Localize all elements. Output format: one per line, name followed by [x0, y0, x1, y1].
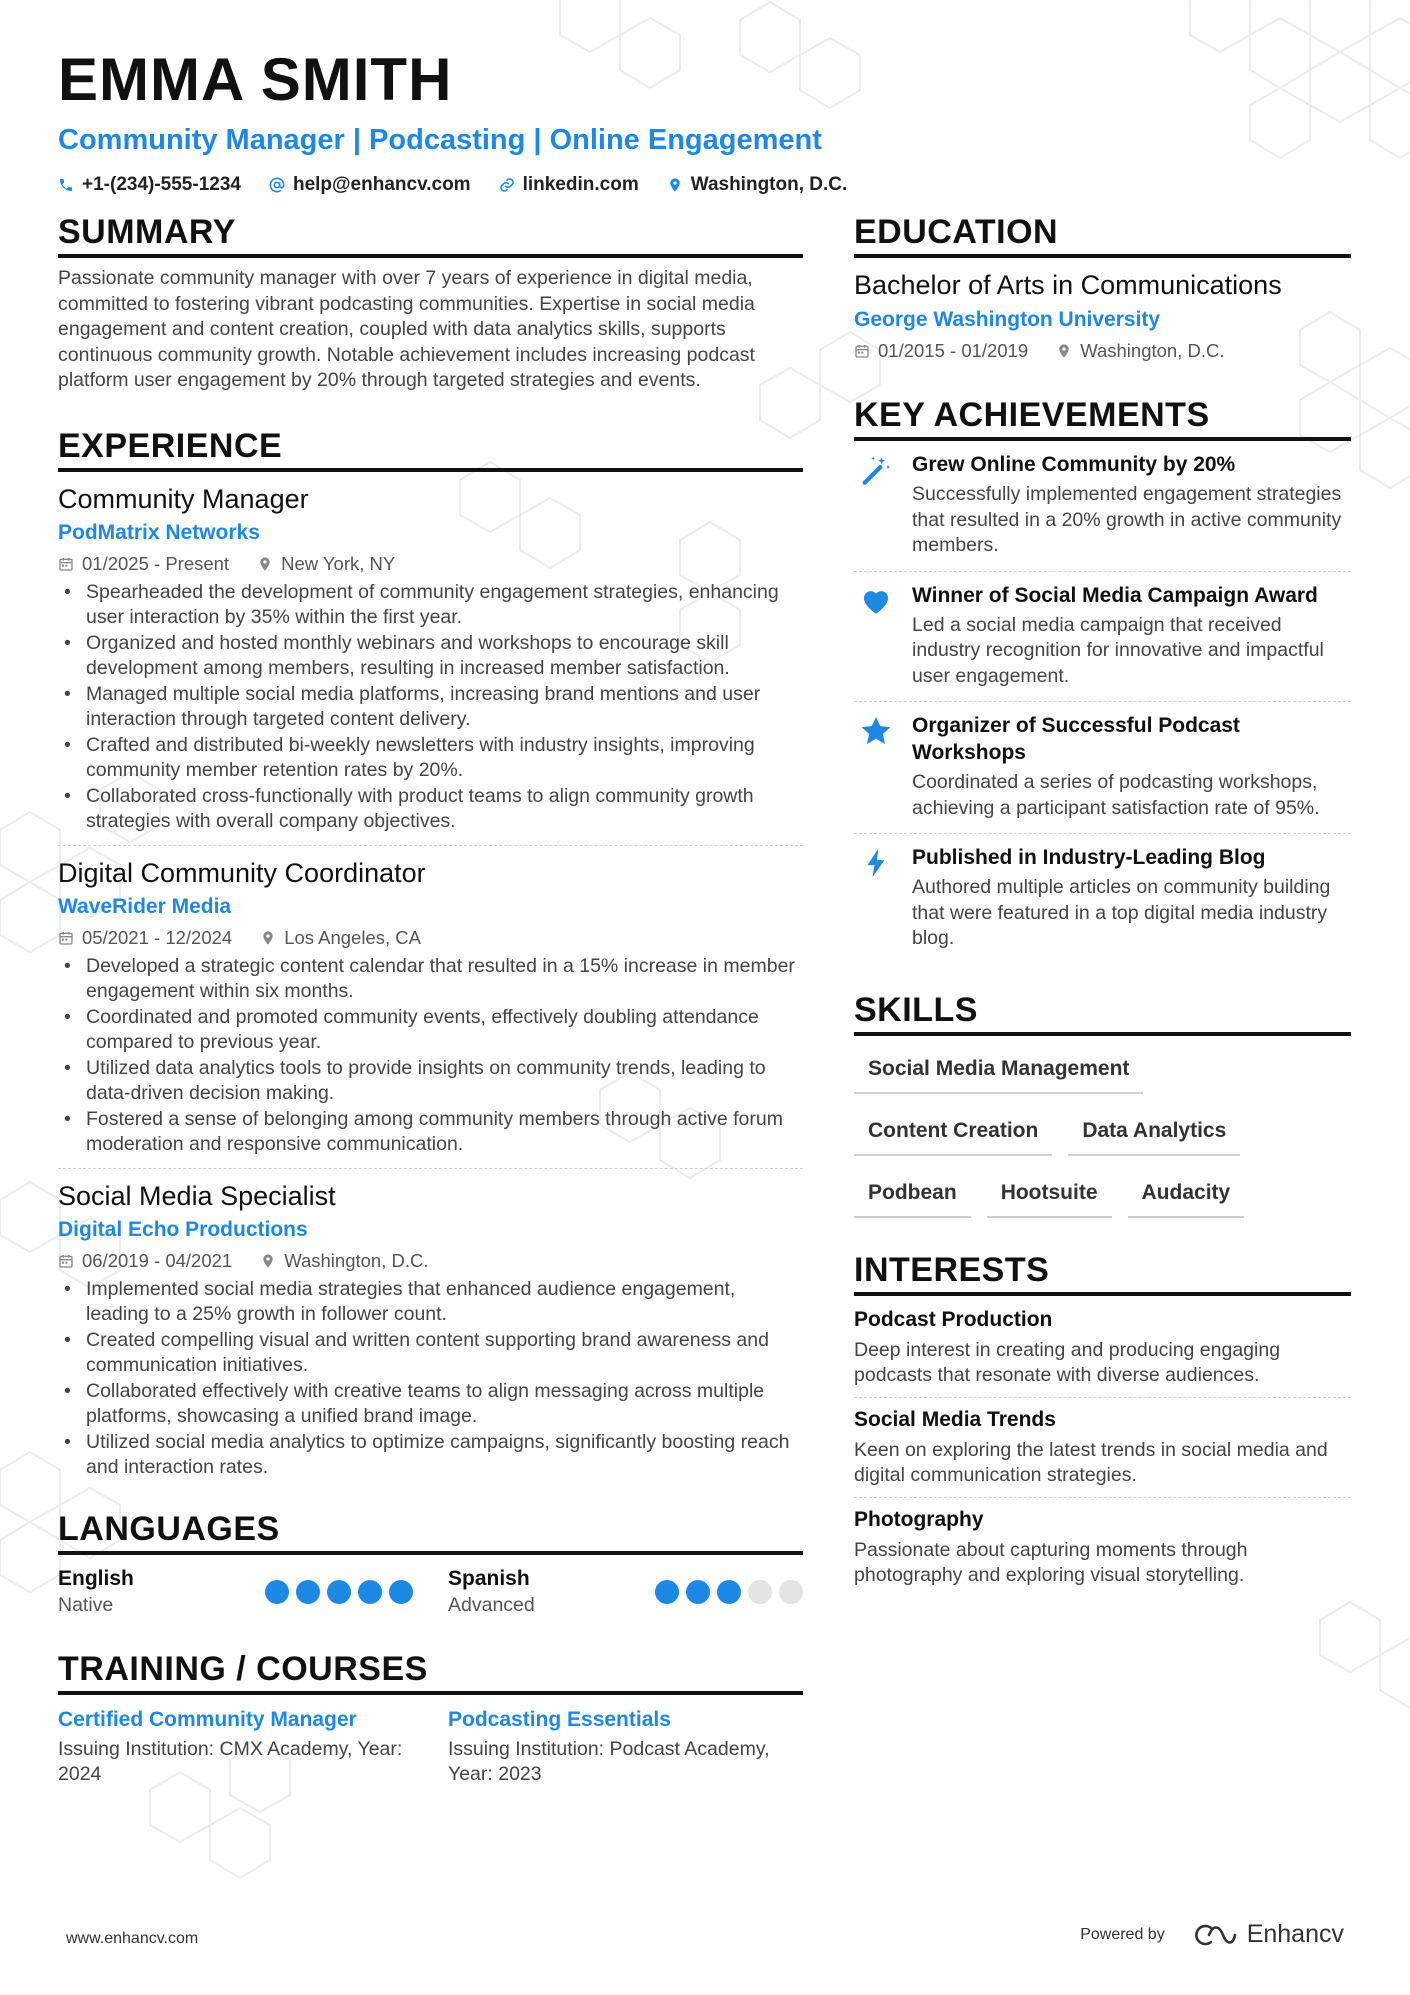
brand-name: Enhancv — [1246, 1920, 1344, 1948]
languages-section — [58, 1509, 803, 1619]
interests-heading: INTERESTS — [854, 1250, 1351, 1296]
candidate-name: EMMA SMITH — [58, 46, 453, 113]
location-pin-icon — [260, 930, 276, 946]
job-meta — [58, 550, 803, 578]
list-item: • Managed multiple social media platforms, increasing brand mentions and user interaction through targeted content delivery. — [58, 682, 803, 733]
footer-website[interactable]: www.enhancv.com — [66, 1930, 199, 1947]
job-title: Community Manager — [58, 483, 309, 514]
job-dates: 05/2021 - 12/2024 — [82, 926, 233, 948]
phone-icon — [58, 177, 74, 193]
skill-tag: Social Media Management — [854, 1050, 1143, 1094]
list-item: • Collaborated cross-functionally with product teams to align community growth strategies with overall company objectives. — [58, 784, 803, 835]
skills-heading: SKILLS — [854, 990, 1351, 1036]
summary-text: Passionate community manager with over 7 years of experience in digital media, committed to fostering vibrant podcasting communities. Expertise in social media engagement and content creation, coupled with data analytics skills, supports continuous community growth. Notable achievement includes increasing podcast platform user engagement by 20% through targeted strategies and events. — [58, 267, 755, 391]
language-item — [58, 1565, 413, 1619]
job-entry — [58, 482, 803, 846]
achievements-heading: KEY ACHIEVEMENTS — [854, 395, 1351, 441]
course-desc: Issuing Institution: CMX Academy, Year: 2024 — [58, 1737, 403, 1785]
rating-dot-filled — [686, 1580, 710, 1604]
achievement-title: Grew Online Community by 20% — [912, 453, 1236, 476]
job-bullets — [58, 954, 803, 1158]
job-dates: 01/2025 - Present — [82, 552, 230, 574]
left-column — [58, 212, 803, 1788]
rating-dot-filled — [655, 1580, 679, 1604]
interest-title: Social Media Trends — [854, 1407, 1056, 1431]
rating-dot-filled — [296, 1580, 320, 1604]
education-dates: 01/2015 - 01/2019 — [878, 340, 1029, 361]
achievement-item — [854, 834, 1351, 964]
skill-tag: Data Analytics — [1068, 1112, 1240, 1156]
email-text: help@enhancv.com — [292, 174, 471, 195]
location-pin-icon — [257, 556, 273, 572]
list-item: • Utilized social media analytics to optimize campaigns, significantly boosting reach and interaction rates. — [58, 1430, 803, 1481]
job-meta — [58, 924, 803, 952]
lightning-icon — [859, 846, 893, 880]
rating-dot-filled — [389, 1580, 413, 1604]
experience-heading: EXPERIENCE — [58, 426, 803, 472]
rating-dot-filled — [358, 1580, 382, 1604]
list-item: • Created compelling visual and written content supporting brand awareness and communication initiatives. — [58, 1328, 803, 1379]
contact-phone[interactable] — [58, 174, 241, 196]
job-entry — [58, 856, 803, 1169]
list-item: • Fostered a sense of belonging among community members through active forum moderation and responsive communication. — [58, 1107, 803, 1158]
job-bullets — [58, 1277, 803, 1481]
location-text: Washington, D.C. — [690, 174, 848, 195]
achievement-desc: Coordinated a series of podcasting workshops, achieving a participant satisfaction rate of 95%. — [912, 771, 1320, 819]
achievement-desc: Successfully implemented engagement strategies that resulted in a 20% growth in active community members. — [912, 483, 1342, 556]
language-item — [448, 1565, 803, 1619]
resume-header — [58, 44, 1058, 196]
link-icon — [499, 177, 515, 193]
job-location: Washington, D.C. — [284, 1249, 429, 1271]
skill-tag: Hootsuite — [987, 1174, 1112, 1218]
course-title: Certified Community Manager — [58, 1707, 357, 1731]
language-rating — [655, 1580, 803, 1604]
languages-heading: LANGUAGES — [58, 1509, 803, 1555]
interest-desc: Passionate about capturing moments through photography and exploring visual storytelling. — [854, 1538, 1248, 1586]
achievement-item — [854, 702, 1351, 834]
job-meta — [58, 1247, 803, 1275]
location-pin-icon — [260, 1253, 276, 1269]
contact-info — [58, 174, 1058, 196]
course-item — [448, 1705, 803, 1788]
contact-linkedin[interactable] — [499, 174, 639, 196]
interests-section — [854, 1250, 1351, 1597]
achievement-item — [854, 441, 1351, 572]
heart-icon — [859, 584, 893, 618]
rating-dot-empty — [779, 1580, 803, 1604]
rating-dot-empty — [748, 1580, 772, 1604]
job-entry — [58, 1179, 803, 1491]
job-title: Social Media Specialist — [58, 1180, 336, 1211]
education-meta — [854, 337, 1351, 365]
school-name: George Washington University — [854, 308, 1161, 331]
degree: Bachelor of Arts in Communications — [854, 270, 1282, 300]
experience-section — [58, 426, 803, 1491]
list-item: • Developed a strategic content calendar that resulted in a 15% increase in member engagement within six months. — [58, 954, 803, 1005]
contact-location — [667, 174, 848, 196]
language-rating — [265, 1580, 413, 1604]
job-title: Digital Community Coordinator — [58, 857, 426, 888]
education-heading: EDUCATION — [854, 212, 1351, 258]
enhancv-logo-icon — [1191, 1922, 1237, 1948]
location-pin-icon — [1056, 343, 1072, 359]
interest-item — [854, 1406, 1351, 1498]
education-location: Washington, D.C. — [1080, 340, 1225, 361]
job-location: Los Angeles, CA — [284, 926, 421, 948]
interest-item — [854, 1306, 1351, 1398]
skills-section — [854, 990, 1351, 1218]
candidate-tagline: Community Manager | Podcasting | Online Engagement — [58, 124, 822, 156]
job-location: New York, NY — [281, 552, 396, 574]
interest-desc: Deep interest in creating and producing engaging podcasts that resonate with diverse audiences. — [854, 1338, 1281, 1386]
training-section — [58, 1649, 803, 1788]
summary-section — [58, 212, 803, 394]
list-item: • Utilized data analytics tools to provide insights on community trends, leading to data-driven decision making. — [58, 1056, 803, 1107]
list-item: • Collaborated effectively with creative teams to align messaging across multiple platforms, showcasing a unified brand image. — [58, 1379, 803, 1430]
calendar-icon — [58, 930, 74, 946]
interest-title: Photography — [854, 1507, 984, 1531]
calendar-icon — [854, 343, 870, 359]
star-icon — [859, 714, 893, 748]
skill-tag: Content Creation — [854, 1112, 1052, 1156]
company-name: Digital Echo Productions — [58, 1217, 308, 1241]
achievements-section — [854, 395, 1351, 964]
list-item: • Spearheaded the development of community engagement strategies, enhancing user interaction by 35% within the first year. — [58, 580, 803, 631]
calendar-icon — [58, 556, 74, 572]
list-item: • Coordinated and promoted community events, effectively doubling attendance compared to previous year. — [58, 1005, 803, 1056]
education-section — [854, 212, 1351, 365]
job-dates: 06/2019 - 04/2021 — [82, 1249, 233, 1271]
powered-by-text: Powered by — [1080, 1925, 1165, 1943]
magic-wand-icon — [859, 453, 893, 487]
list-item: • Organized and hosted monthly webinars and workshops to encourage skill development among members, resulting in increased member satisfaction. — [58, 631, 803, 682]
skill-tag: Audacity — [1128, 1174, 1245, 1218]
at-icon — [269, 177, 285, 193]
achievement-title: Published in Industry-Leading Blog — [912, 846, 1266, 869]
calendar-icon — [58, 1253, 74, 1269]
achievement-title: Organizer of Successful Podcast Workshops — [912, 714, 1240, 764]
language-level: Advanced — [448, 1593, 535, 1616]
interest-item — [854, 1506, 1351, 1597]
summary-heading: SUMMARY — [58, 212, 803, 258]
contact-email[interactable] — [269, 174, 471, 196]
language-name: Spanish — [448, 1566, 530, 1590]
enhancv-logo[interactable] — [1191, 1920, 1344, 1949]
achievement-desc: Authored multiple articles on community building that were featured in a top digital media industry blog. — [912, 876, 1331, 949]
course-desc: Issuing Institution: Podcast Academy, Year: 2023 — [448, 1737, 770, 1785]
interest-title: Podcast Production — [854, 1307, 1053, 1331]
achievement-title: Winner of Social Media Campaign Award — [912, 583, 1318, 607]
training-heading: TRAINING / COURSES — [58, 1649, 803, 1695]
language-level: Native — [58, 1593, 114, 1616]
rating-dot-filled — [265, 1580, 289, 1604]
right-column — [854, 212, 1351, 1605]
course-item — [58, 1705, 413, 1788]
linkedin-text: linkedin.com — [522, 174, 639, 195]
achievement-desc: Led a social media campaign that received industry recognition for innovative and impactful user engagement. — [912, 613, 1324, 687]
job-bullets — [58, 580, 803, 835]
list-item: • Crafted and distributed bi-weekly newsletters with industry insights, improving community member retention rates by 20%. — [58, 733, 803, 784]
rating-dot-filled — [327, 1580, 351, 1604]
achievement-item — [854, 572, 1351, 703]
location-pin-icon — [667, 177, 683, 193]
language-name: English — [58, 1566, 134, 1590]
company-name: PodMatrix Networks — [58, 520, 260, 544]
company-name: WaveRider Media — [58, 894, 232, 918]
list-item: • Implemented social media strategies that enhanced audience engagement, leading to a 25% growth in follower count. — [58, 1277, 803, 1328]
interest-desc: Keen on exploring the latest trends in social media and digital communication strategies. — [854, 1438, 1328, 1486]
skill-tag: Podbean — [854, 1174, 971, 1218]
footer-branding — [1080, 1920, 1344, 1949]
course-title: Podcasting Essentials — [448, 1707, 671, 1731]
phone-text: +1-(234)-555-1234 — [82, 174, 241, 195]
rating-dot-filled — [717, 1580, 741, 1604]
